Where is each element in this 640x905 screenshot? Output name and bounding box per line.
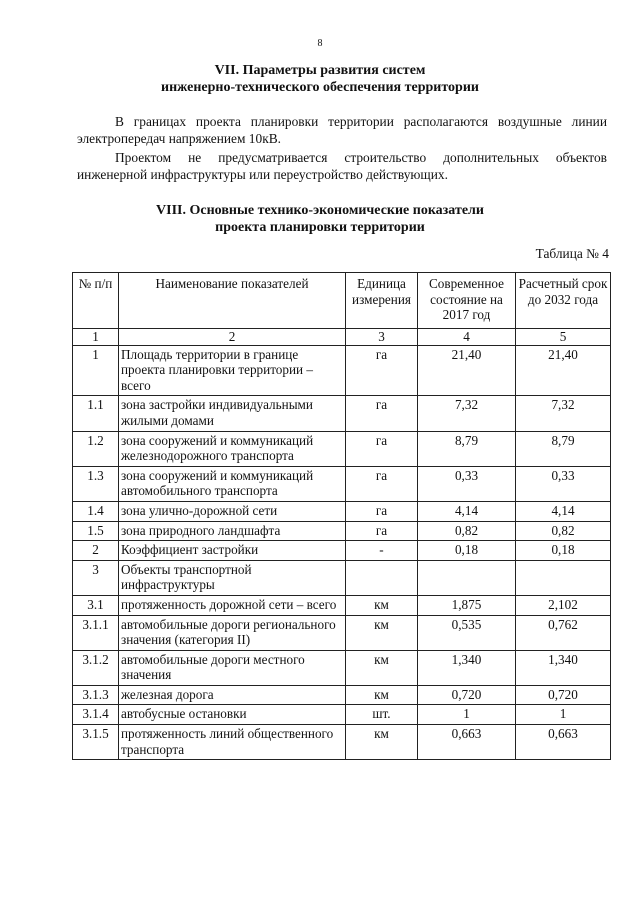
unit-cell: - (346, 541, 418, 561)
planned-value-cell: 0,762 (516, 615, 611, 650)
unit-cell: км (346, 595, 418, 615)
current-value-cell: 0,720 (418, 685, 516, 705)
row-number-cell: 1 (73, 345, 119, 396)
unit-cell: га (346, 501, 418, 521)
paragraph-power-lines: В границах проекта планировки территории располагаются воздушные линии электропередач напряжением 10кВ. (77, 114, 607, 146)
section-8-title-line1: VIII. Основные технико-экономические показатели (156, 203, 484, 218)
row-number-cell: 1.4 (73, 501, 119, 521)
current-value-cell: 1,875 (418, 595, 516, 615)
indicator-name-cell: зона природного ландшафта (119, 521, 346, 541)
unit-cell: га (346, 466, 418, 501)
current-value-cell: 8,79 (418, 431, 516, 466)
section-7-title-line1: VII. Параметры развития систем (214, 63, 426, 78)
table-header-row (73, 273, 611, 329)
indicator-name-cell: автомобильные дороги регионального значения (категория II) (119, 615, 346, 650)
planned-value-cell: 7,32 (516, 396, 611, 431)
indicator-name-cell: протяженность дорожной сети – всего (119, 595, 346, 615)
indicators-table (72, 272, 611, 760)
table-row (73, 521, 611, 541)
indicator-name-cell: Площадь территории в границе проекта планировки территории – всего (119, 345, 346, 396)
row-number-cell: 3.1.5 (73, 725, 119, 760)
unit-cell: шт. (346, 705, 418, 725)
row-number-cell: 1.5 (73, 521, 119, 541)
table-row (73, 685, 611, 705)
header-indicator-name: Наименование показателей (119, 273, 346, 329)
table-body (73, 345, 611, 760)
current-value-cell: 0,18 (418, 541, 516, 561)
indicator-name-cell: Объекты транспортной инфраструктуры (119, 560, 346, 595)
indicator-name-cell: автомобильные дороги местного значения (119, 650, 346, 685)
planned-value-cell: 21,40 (516, 345, 611, 396)
table-row (73, 560, 611, 595)
indicator-name-cell: зона застройки индивидуальными жилыми домами (119, 396, 346, 431)
column-number-cell: 3 (346, 329, 418, 346)
unit-cell: га (346, 345, 418, 396)
unit-cell: га (346, 521, 418, 541)
unit-cell: км (346, 650, 418, 685)
indicator-name-cell: железная дорога (119, 685, 346, 705)
current-value-cell: 0,33 (418, 466, 516, 501)
indicator-name-cell: зона улично-дорожной сети (119, 501, 346, 521)
section-7-title (0, 62, 640, 96)
table-caption: Таблица № 4 (535, 246, 609, 261)
row-number-cell: 3.1.1 (73, 615, 119, 650)
table-row (73, 725, 611, 760)
header-planned-term: Расчетный срок до 2032 года (516, 273, 611, 329)
row-number-cell: 1.1 (73, 396, 119, 431)
table-row (73, 431, 611, 466)
unit-cell: га (346, 396, 418, 431)
current-value-cell: 0,663 (418, 725, 516, 760)
current-value-cell: 0,82 (418, 521, 516, 541)
unit-cell: га (346, 431, 418, 466)
current-value-cell: 7,32 (418, 396, 516, 431)
table-row (73, 705, 611, 725)
planned-value-cell: 0,33 (516, 466, 611, 501)
section-7-title-line2: инженерно-технического обеспечения территории (161, 80, 479, 95)
header-number: № п/п (73, 273, 119, 329)
unit-cell: км (346, 725, 418, 760)
row-number-cell: 2 (73, 541, 119, 561)
header-current-state: Современное состояние на 2017 год (418, 273, 516, 329)
column-numbers-row (73, 329, 611, 346)
row-number-cell: 1.3 (73, 466, 119, 501)
row-number-cell: 3.1 (73, 595, 119, 615)
column-number-cell: 2 (119, 329, 346, 346)
current-value-cell: 1,340 (418, 650, 516, 685)
row-number-cell: 3.1.4 (73, 705, 119, 725)
indicator-name-cell: Коэффициент застройки (119, 541, 346, 561)
planned-value-cell: 1 (516, 705, 611, 725)
current-value-cell: 21,40 (418, 345, 516, 396)
unit-cell (346, 560, 418, 595)
planned-value-cell: 2,102 (516, 595, 611, 615)
indicator-name-cell: протяженность линий общественного транспорта (119, 725, 346, 760)
indicator-name-cell: зона сооружений и коммуникаций автомобильного транспорта (119, 466, 346, 501)
table-row (73, 615, 611, 650)
current-value-cell: 4,14 (418, 501, 516, 521)
table-row (73, 650, 611, 685)
paragraph-infrastructure: Проектом не предусматривается строительство дополнительных объектов инженерной инфраструктуры или переустройство действующих. (77, 150, 607, 182)
planned-value-cell: 4,14 (516, 501, 611, 521)
row-number-cell: 1.2 (73, 431, 119, 466)
planned-value-cell: 1,340 (516, 650, 611, 685)
current-value-cell: 0,535 (418, 615, 516, 650)
row-number-cell: 3.1.3 (73, 685, 119, 705)
table-row (73, 541, 611, 561)
unit-cell: км (346, 685, 418, 705)
planned-value-cell: 0,663 (516, 725, 611, 760)
planned-value-cell: 0,82 (516, 521, 611, 541)
planned-value-cell (516, 560, 611, 595)
planned-value-cell: 0,720 (516, 685, 611, 705)
indicator-name-cell: автобусные остановки (119, 705, 346, 725)
column-number-cell: 1 (73, 329, 119, 346)
column-number-cell: 4 (418, 329, 516, 346)
row-number-cell: 3.1.2 (73, 650, 119, 685)
table-row (73, 396, 611, 431)
planned-value-cell: 8,79 (516, 431, 611, 466)
table-row (73, 466, 611, 501)
section-8-title-line2: проекта планировки территории (215, 220, 425, 235)
unit-cell: км (346, 615, 418, 650)
row-number-cell: 3 (73, 560, 119, 595)
column-number-cell: 5 (516, 329, 611, 346)
header-unit: Единица измерения (346, 273, 418, 329)
page-number: 8 (317, 38, 323, 49)
table-row (73, 501, 611, 521)
section-8-title (0, 202, 640, 236)
indicator-name-cell: зона сооружений и коммуникаций железнодорожного транспорта (119, 431, 346, 466)
table-row (73, 595, 611, 615)
table-row (73, 345, 611, 396)
current-value-cell: 1 (418, 705, 516, 725)
planned-value-cell: 0,18 (516, 541, 611, 561)
current-value-cell (418, 560, 516, 595)
